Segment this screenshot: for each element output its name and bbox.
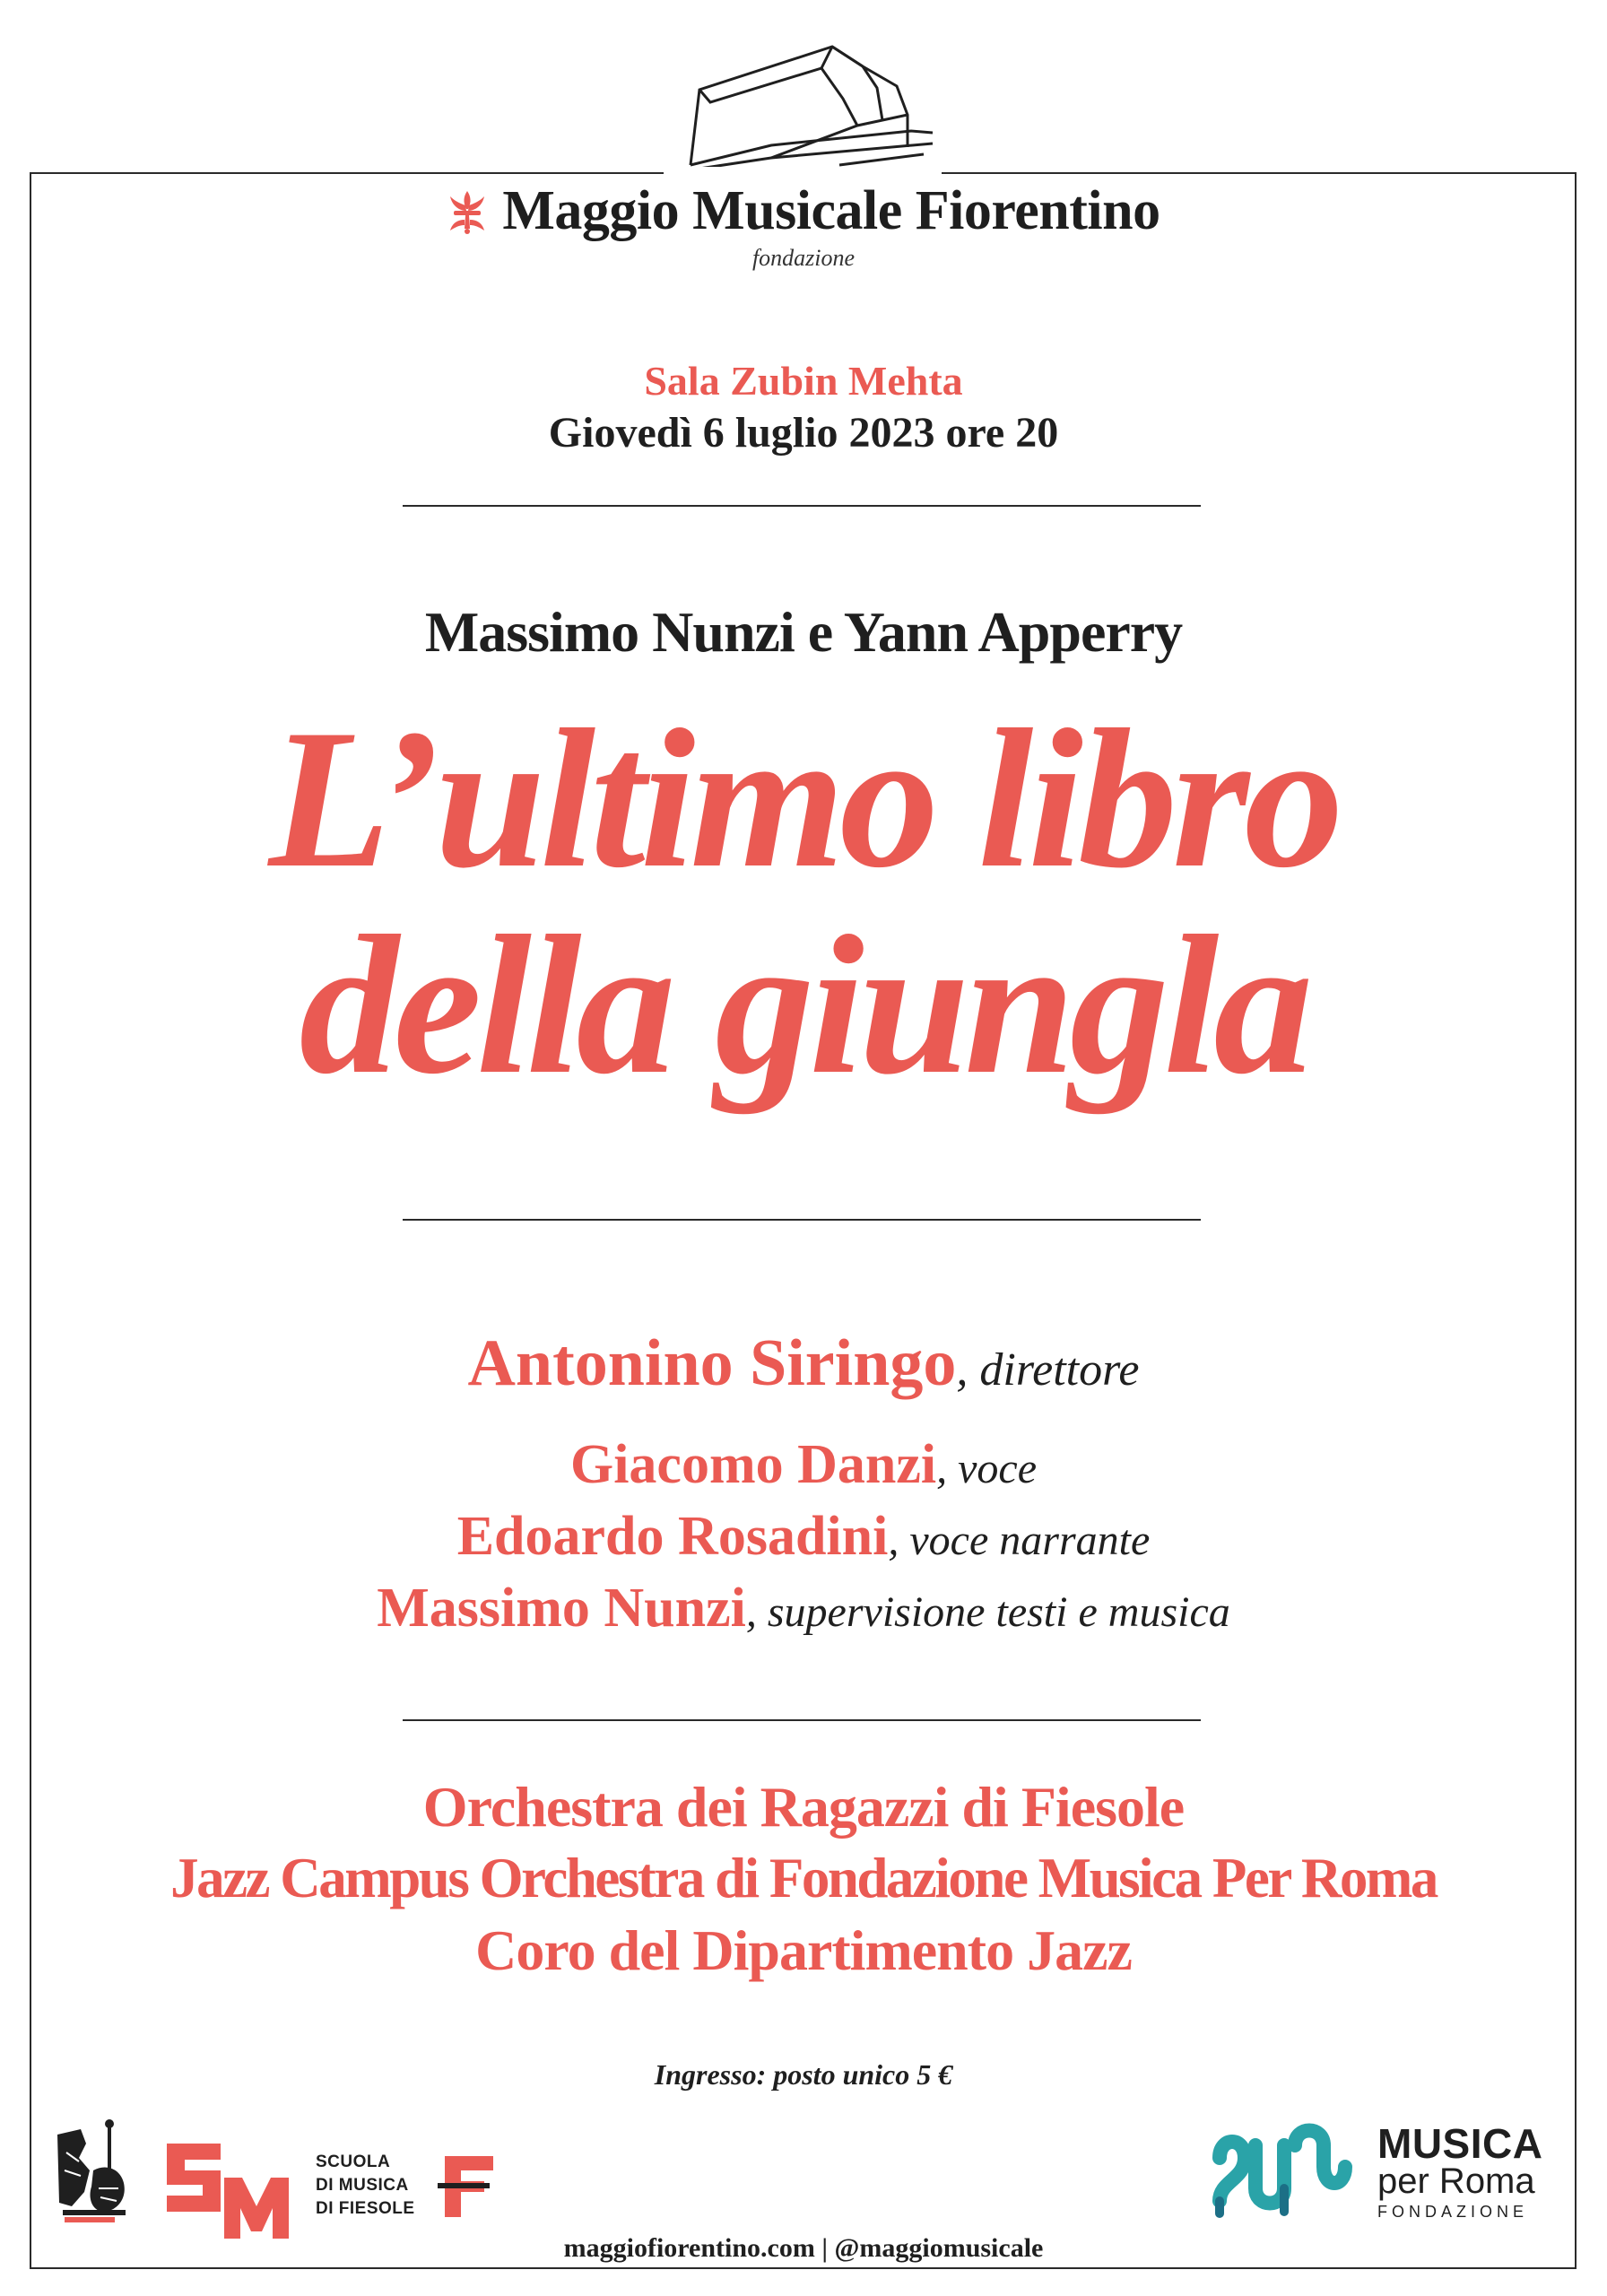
divider-middle — [403, 1219, 1201, 1221]
frame-gap — [664, 167, 942, 178]
event-date: Giovedì 6 luglio 2023 ore 20 — [548, 409, 1059, 457]
musica-per-roma-logo — [1377, 2120, 1543, 2222]
authors: Massimo Nunzi e Yann Apperry — [424, 600, 1183, 664]
performer-supervisor — [0, 1577, 1607, 1640]
divider-top — [403, 505, 1201, 507]
performer-sep: , — [888, 1517, 910, 1564]
brand-logo — [447, 179, 1160, 243]
venue: Sala Zubin Mehta — [644, 358, 963, 404]
florentine-lily-icon — [447, 189, 488, 234]
mpr-line-3: FONDAZIONE — [1377, 2203, 1529, 2221]
performer-role: direttore — [979, 1344, 1140, 1396]
scuola-line: SCUOLA — [316, 2152, 391, 2171]
divider-bottom — [403, 1719, 1201, 1721]
scuola-line: DI FIESOLE — [316, 2199, 415, 2218]
mpr-line-1: MUSICA — [1377, 2120, 1543, 2167]
performer-role: voce narrante — [909, 1517, 1151, 1564]
ensemble-2: Jazz Campus Orchestra di Fondazione Musica Per Roma — [170, 1847, 1437, 1909]
brand-subtitle: fondazione — [751, 245, 856, 271]
performer-name: Antonino Siringo — [467, 1326, 957, 1400]
theater-building-icon — [664, 39, 942, 174]
performer-sep: , — [936, 1445, 959, 1492]
f-logo-icon — [438, 2152, 497, 2219]
footer-links: maggiofiorentino.com | @maggiomusicale — [563, 2233, 1044, 2263]
title-line-2: della giungla — [299, 895, 1308, 1116]
mpr-line-2: per Roma — [1377, 2161, 1535, 2201]
performer-sep: , — [956, 1344, 980, 1396]
entry-price: Ingresso: posto unico 5 € — [654, 2058, 953, 2091]
fiesole-illustration-logo — [54, 2117, 136, 2224]
sm-logo-icon — [161, 2126, 296, 2242]
scuola-line: DI MUSICA — [316, 2176, 409, 2195]
scuola-fiesole-text — [316, 2151, 415, 2221]
performer-role: supervisione testi e musica — [767, 1588, 1230, 1636]
musica-per-roma-mark-icon — [1209, 2118, 1356, 2222]
performer-voice — [0, 1433, 1607, 1497]
performer-role: voce — [958, 1445, 1038, 1492]
ensemble-3: Coro del Dipartimento Jazz — [475, 1918, 1132, 1982]
performer-name: Giacomo Danzi — [569, 1434, 937, 1495]
performer-name: Massimo Nunzi — [377, 1578, 746, 1639]
performer-narrator — [0, 1505, 1607, 1569]
ensemble-1: Orchestra dei Ragazzi di Fiesole — [422, 1775, 1185, 1839]
title-line-1: L’ultimo libro — [268, 689, 1339, 909]
performer-conductor — [0, 1326, 1607, 1402]
performer-name: Edoardo Rosadini — [456, 1506, 889, 1567]
brand-name: Maggio Musicale Fiorentino — [502, 180, 1160, 241]
performer-sep: , — [745, 1588, 768, 1636]
brand-block — [0, 179, 1607, 272]
